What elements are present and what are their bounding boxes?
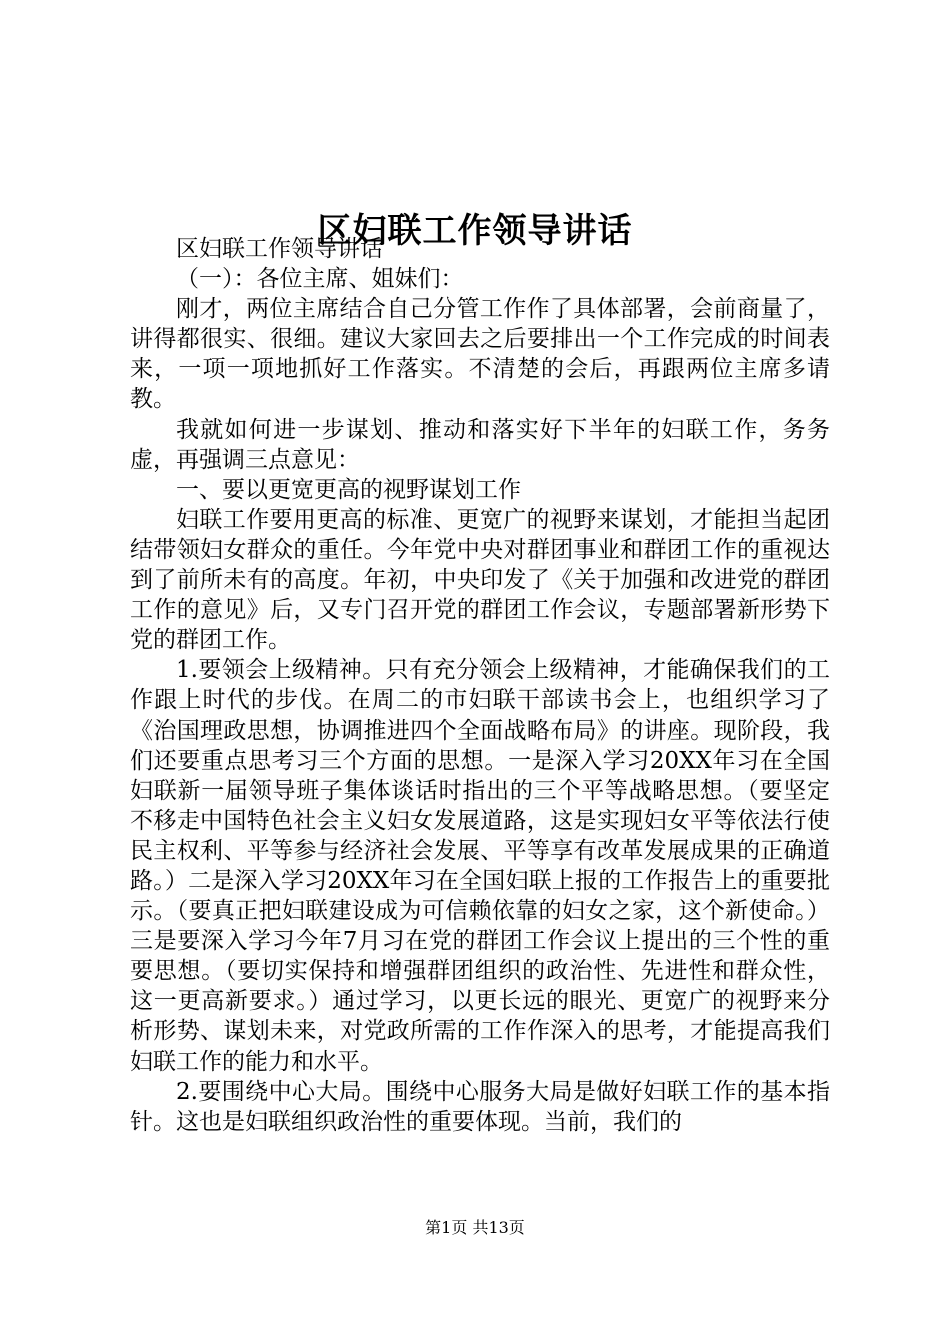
paragraph: 妇联工作要用更高的标准、更宽广的视野来谋划，才能担当起团结带领妇女群众的重任。今年党中央对群团事业和群团工作的重视达到了前所未有的高度。年初，中央印发了《关于加强和改进党的群团工作的意见》后，又专门召开党的群团工作会议，专题部署新形势下党的群团工作。 <box>130 506 830 654</box>
paragraph: 1.要领会上级精神。只有充分领会上级精神，才能确保我们的工作跟上时代的步伐。在周二的市妇联干部读书会上，也组织学习了《治国理政思想，协调推进四个全面战略布局》的讲座。现阶段，我们还要重点思考习三个方面的思想。一是深入学习20XX年习在全国妇联新一届领导班子集体谈话时指出的三个平等战略思想。（要坚定不移走中国特色社会主义妇女发展道路，这是实现妇女平等依法行使民主权利、平等参与经济社会发展、平等享有改革发展成果的正确道路。）二是深入学习20XX年习在全国妇联上报的工作报告上的重要批示。（要真正把妇联建设成为可信赖依靠的妇女之家，这个新使命。）三是要深入学习今年7月习在党的群团工作会议上提出的三个性的重要思想。（要切实保持和增强群团组织的政治性、先进性和群众性，这一更高新要求。）通过学习，以更长远的眼光、更宽广的视野来分析形势、谋划未来，对党政所需的工作作深入的思考，才能提高我们妇联工作的能力和水平。 <box>130 657 830 1075</box>
page-title: 区妇联工作领导讲话 <box>317 210 633 251</box>
section-heading: 一、要以更宽更高的视野谋划工作 <box>176 476 521 503</box>
paragraph: 我就如何进一步谋划、推动和落实好下半年的妇联工作，务务虚，再强调三点意见： <box>130 416 830 473</box>
page-footer: 第1页 共13页 <box>425 1218 525 1237</box>
paragraph: 刚才，两位主席结合自己分管工作作了具体部署，会前商量了，讲得都很实、很细。建议大家回去之后要排出一个工作完成的时间表来，一项一项地抓好工作落实。不清楚的会后，再跟两位主席多请教。 <box>130 296 830 413</box>
paragraph: 2.要围绕中心大局。围绕中心服务大局是做好妇联工作的基本指针。这也是妇联组织政治性的重要体现。当前，我们的 <box>130 1078 830 1135</box>
document-body <box>130 234 830 1137</box>
paragraph-salutation: （一）：各位主席、姐妹们： <box>176 266 464 293</box>
paragraph-subtitle: 区妇联工作领导讲话 <box>176 236 383 262</box>
